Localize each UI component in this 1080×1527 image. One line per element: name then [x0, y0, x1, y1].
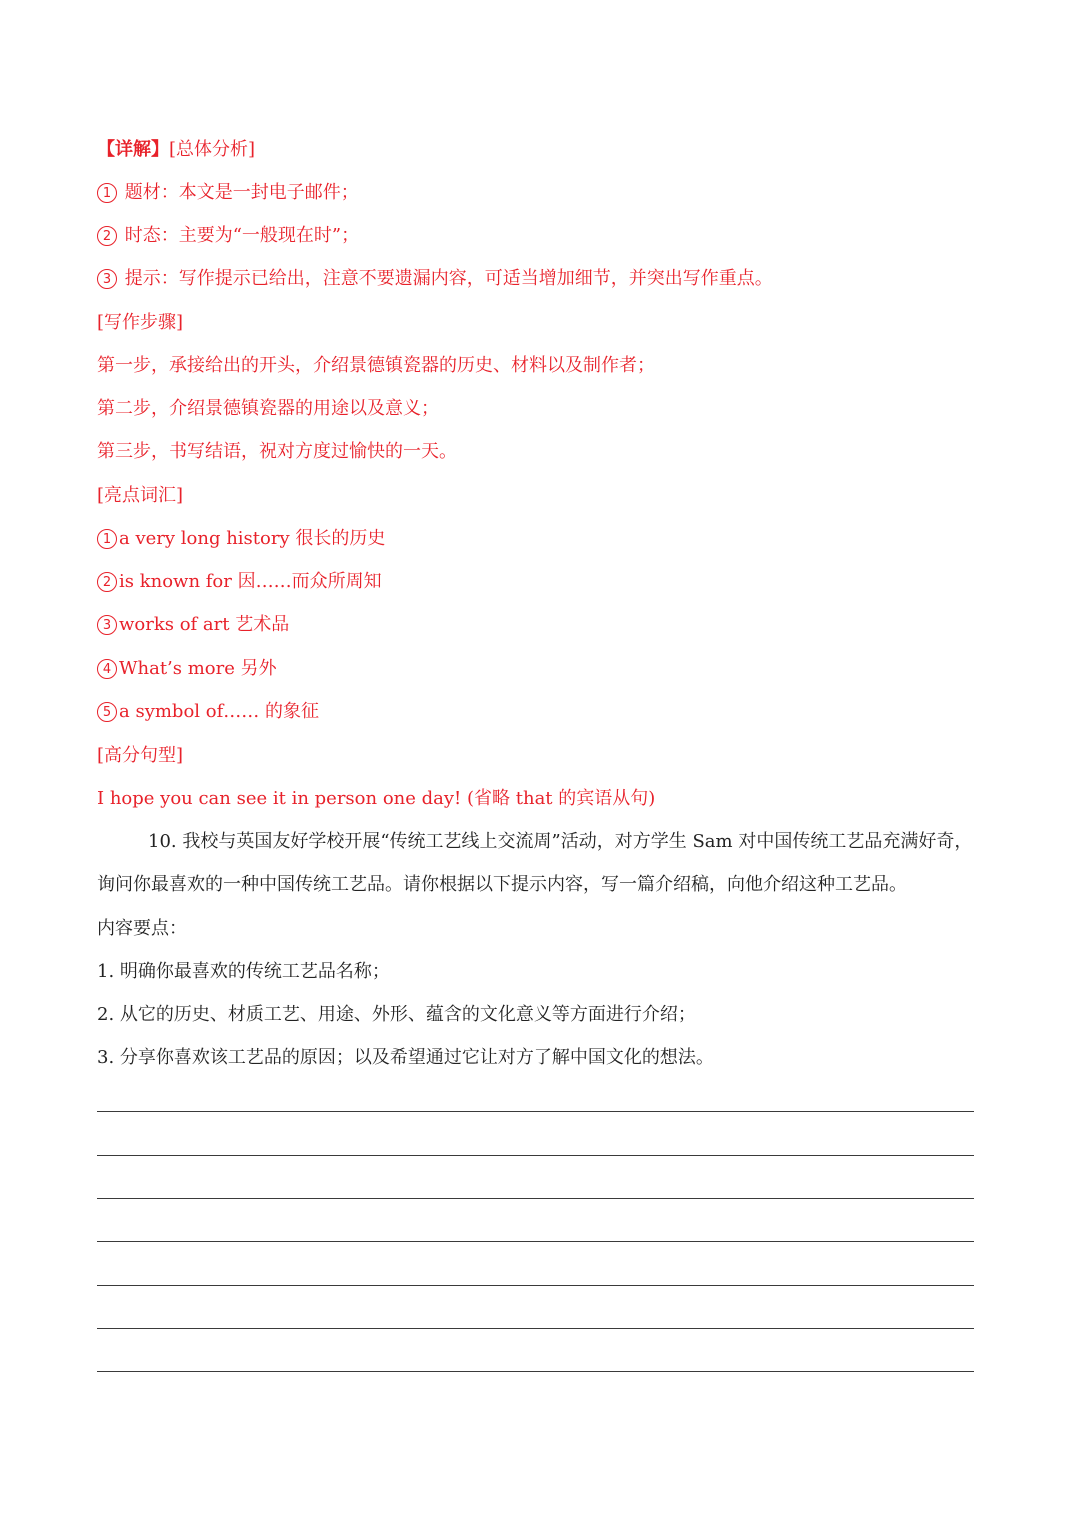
content-point-1: 1. 明确你最喜欢的传统工艺品名称；	[97, 961, 390, 982]
analysis-point-3	[97, 267, 773, 291]
circled-number: 2	[97, 226, 117, 246]
vocab-item-4	[97, 657, 277, 681]
answer-line[interactable]	[97, 1328, 974, 1329]
answer-line[interactable]	[97, 1111, 974, 1112]
answer-line[interactable]	[97, 1241, 974, 1242]
vocab-item-1	[97, 527, 385, 551]
answer-line[interactable]	[97, 1198, 974, 1199]
step-3: 第三步，书写结语，祝对方度过愉快的一天。	[97, 441, 457, 462]
content-point-2: 2. 从它的历史、材质工艺、用途、外形、蕴含的文化意义等方面进行介绍；	[97, 1004, 696, 1025]
analysis-point-1	[97, 181, 359, 205]
explain-heading-bracket: 【详解】	[97, 139, 169, 160]
sentence-heading: [高分句型]	[97, 745, 184, 766]
vocab-item-3	[97, 613, 289, 637]
vocab-item-2	[97, 570, 382, 594]
circled-number: 3	[97, 269, 117, 289]
vocab-text: a very long history 很长的历史	[119, 528, 386, 549]
analysis-point-2	[97, 224, 359, 248]
answer-line[interactable]	[97, 1285, 974, 1286]
answer-line[interactable]	[97, 1155, 974, 1156]
analysis-point-text: 时态：主要为“一般现在时”；	[119, 225, 360, 246]
circled-number: 3	[97, 615, 117, 635]
vocab-text: What’s more 另外	[119, 658, 277, 679]
analysis-point-text: 题材：本文是一封电子邮件；	[119, 182, 359, 203]
circled-number: 1	[97, 183, 117, 203]
high-score-sentence: I hope you can see it in person one day! (省略 that 的宾语从句)	[97, 788, 656, 809]
circled-number: 1	[97, 529, 117, 549]
answer-line[interactable]	[97, 1371, 974, 1372]
steps-heading: [写作步骤]	[97, 312, 184, 333]
step-1: 第一步，承接给出的开头，介绍景德镇瓷器的历史、材料以及制作者；	[97, 355, 655, 376]
circled-number: 5	[97, 702, 117, 722]
vocab-item-5	[97, 700, 319, 724]
vocab-heading: [亮点词汇]	[97, 485, 184, 506]
circled-number: 2	[97, 572, 117, 592]
vocab-text: a symbol of…… 的象征	[119, 701, 319, 722]
circled-number: 4	[97, 659, 117, 679]
step-2: 第二步，介绍景德镇瓷器的用途以及意义；	[97, 398, 439, 419]
explain-heading	[97, 138, 255, 162]
vocab-text: is known for 因……而众所周知	[119, 571, 382, 592]
content-point-3: 3. 分享你喜欢该工艺品的原因；以及希望通过它让对方了解中国文化的想法。	[97, 1047, 714, 1068]
question-line-2: 询问你最喜欢的一种中国传统工艺品。请你根据以下提示内容，写一篇介绍稿，向他介绍这种工艺品。	[97, 874, 907, 895]
question-line-1: 10. 我校与英国友好学校开展“传统工艺线上交流周”活动，对方学生 Sam 对中国传统工艺品充满好奇，	[148, 831, 973, 852]
content-points-heading: 内容要点：	[97, 918, 187, 939]
analysis-point-text: 提示：写作提示已给出，注意不要遗漏内容，可适当增加细节，并突出写作重点。	[119, 268, 773, 289]
vocab-text: works of art 艺术品	[119, 614, 290, 635]
explain-heading-section: [总体分析]	[169, 139, 256, 160]
